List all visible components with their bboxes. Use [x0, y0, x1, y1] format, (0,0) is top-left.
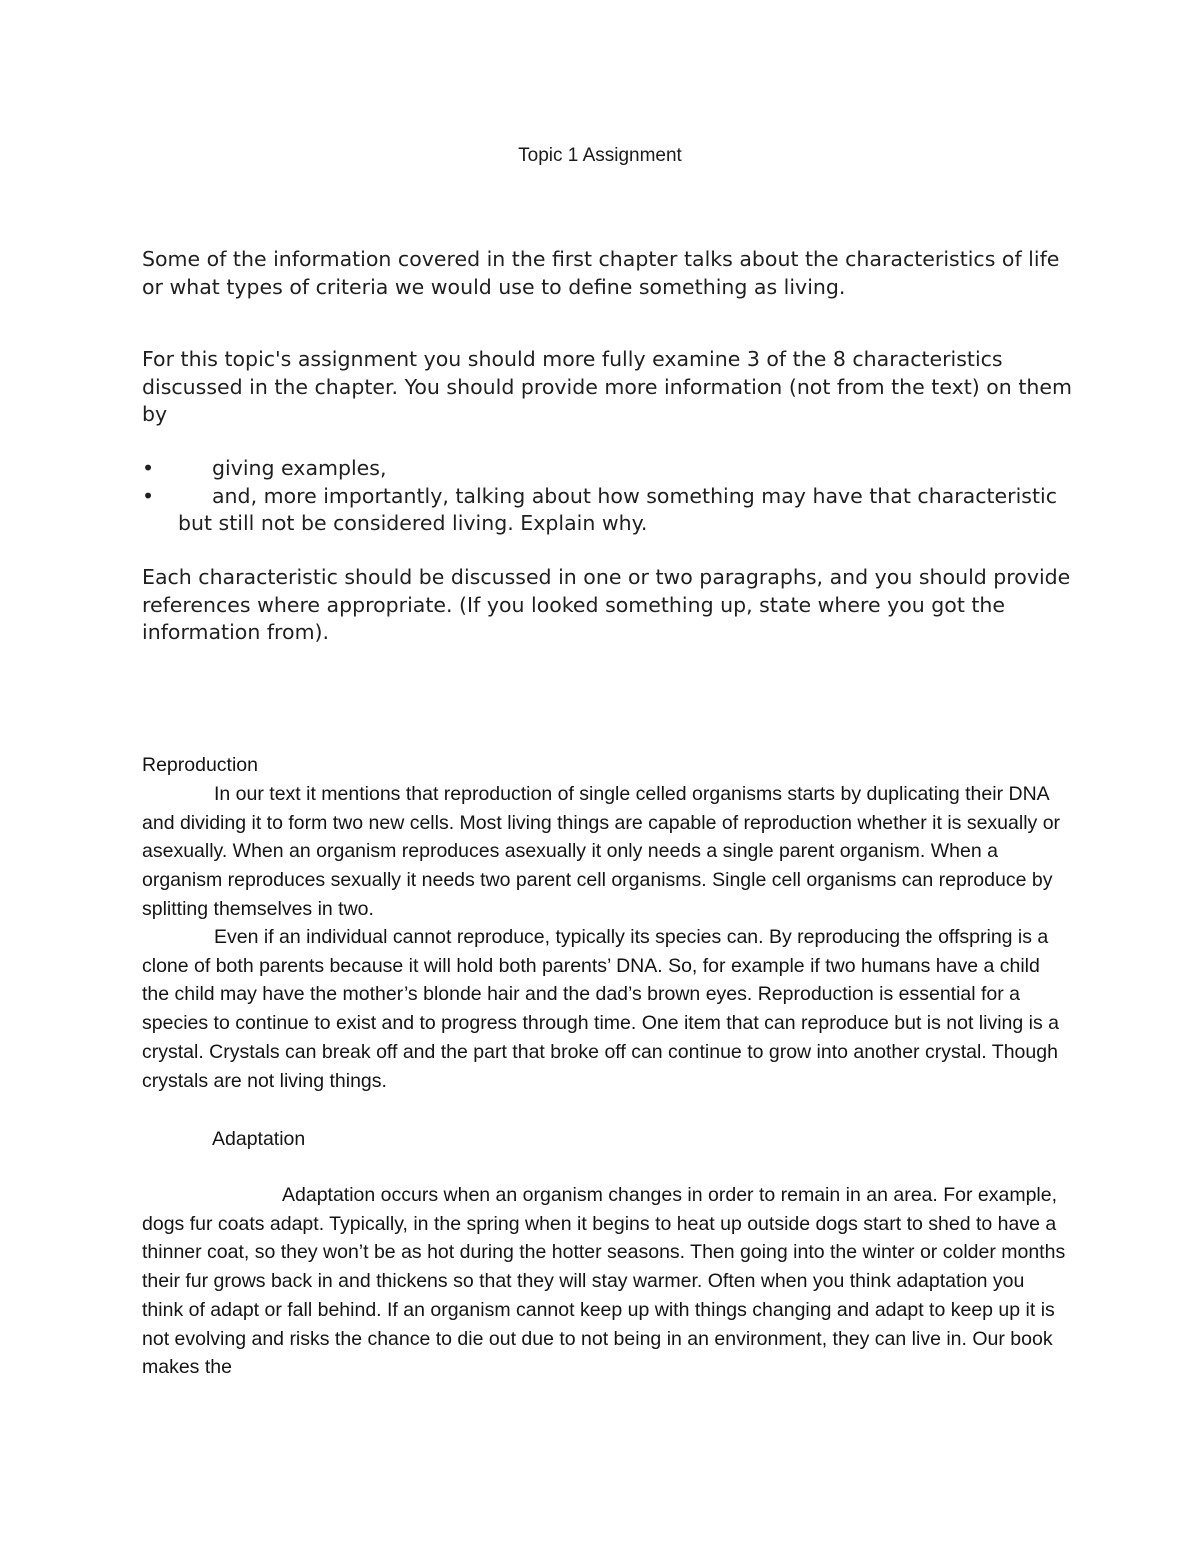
intro-paragraph-2: For this topic's assignment you should more fully examine 3 of the 8 characteristics discussed in the chapter. You should provide more information (not from the text) on them by	[142, 347, 1072, 426]
instruction-bullet-list	[142, 455, 1072, 538]
reproduction-paragraph-2: Even if an individual cannot reproduce, typically its species can. By reproducing the offspring is a clone of both parents because it will hold both parents’ DNA. So, for example if two humans have a child the child may have the mother’s blonde hair and the dad’s brown eyes. Reproduction is essential for a species to continue to exist and to progress through time. One item that can reproduce but is not living is a crystal. Crystals can break off and the part that broke off can continue to grow into another crystal. Though crystals are not living things.	[142, 926, 1060, 1092]
page-title: Topic 1 Assignment	[518, 145, 682, 166]
bullet-item-examples	[142, 455, 1072, 483]
bullet-text: giving examples,	[212, 456, 387, 480]
reproduction-paragraph-1: In our text it mentions that reproduction of single celled organisms starts by duplicating their DNA and dividing it to form two new cells. Most living things are capable of reproduction whether it is sexually or asexually. When an organism reproduces asexually it only needs a single parent organism. When a organism reproduces sexually it needs two parent cell organisms. Single cell organisms can reproduce by splitting themselves in two.	[142, 783, 1061, 920]
section-heading-adaptation: Adaptation	[212, 1128, 306, 1150]
bullet-item-explain	[142, 483, 1072, 538]
section-heading-reproduction: Reproduction	[142, 754, 258, 776]
intro-paragraph-1: Some of the information covered in the first chapter talks about the characteristics of life or what types of criteria we would use to define something as living.	[142, 247, 1060, 299]
bullet-icon: •	[142, 456, 155, 480]
intro-paragraph-3: Each characteristic should be discussed in one or two paragraphs, and you should provide references where appropriate. (If you looked something up, state where you got the information from).	[142, 565, 1071, 644]
adaptation-paragraph-1: Adaptation occurs when an organism changes in order to remain in an area. For example, dogs fur coats adapt. Typically, in the spring when it begins to heat up outside dogs start to shed to have a thinner coat, so they won’t be as hot during the hotter seasons. Then going into the winter or colder months their fur grows back in and thickens so that they will stay warmer. Often when you think adaptation you think of adapt or fall behind. If an organism cannot keep up with things changing and adapt to keep up it is not evolving and risks the chance to die out due to not being in an environment, they can live in. Our book makes the	[142, 1184, 1066, 1379]
bullet-icon: •	[142, 483, 155, 508]
bullet-text: and, more importantly, talking about how something may have that characteristic but still not be considered living. Explain why.	[178, 483, 1057, 535]
